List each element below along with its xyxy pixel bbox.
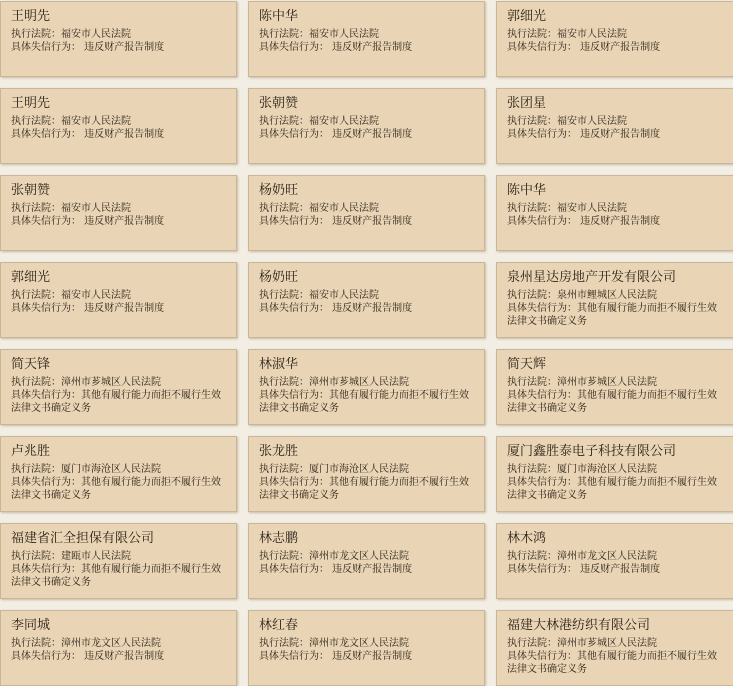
dishonest-record-card[interactable] xyxy=(496,436,733,512)
executing-court-text: 执行法院：厦门市海沧区人民法院 xyxy=(507,464,657,475)
record-name: 林淑华 xyxy=(259,357,299,372)
executing-court-text: 执行法院：福安市人民法院 xyxy=(11,116,131,127)
executing-court-text: 执行法院：漳州市芗城区人民法院 xyxy=(507,377,657,388)
record-name: 林红春 xyxy=(259,618,299,633)
dishonest-behavior-text: 具体失信行为： 违反财产报告制度 xyxy=(259,651,413,662)
record-name: 郭细光 xyxy=(11,270,51,285)
dishonest-behavior-text: 具体失信行为：其他有履行能力而拒不履行生效法律文书确定义务 xyxy=(11,564,221,588)
executing-court-text: 执行法院：漳州市芗城区人民法院 xyxy=(259,377,409,388)
dishonest-record-card[interactable] xyxy=(248,175,485,251)
dishonest-behavior-text: 具体失信行为： 违反财产报告制度 xyxy=(507,42,661,53)
record-name: 林志鹏 xyxy=(259,531,299,546)
executing-court-text: 执行法院：福安市人民法院 xyxy=(259,116,379,127)
dishonest-behavior-text: 具体失信行为：其他有履行能力而拒不履行生效法律文书确定义务 xyxy=(259,477,469,501)
dishonest-behavior-text: 具体失信行为： 违反财产报告制度 xyxy=(259,303,413,314)
dishonest-behavior-text: 具体失信行为：其他有履行能力而拒不履行生效法律文书确定义务 xyxy=(507,651,717,675)
dishonest-behavior-text: 具体失信行为： 违反财产报告制度 xyxy=(259,216,413,227)
dishonest-behavior-text: 具体失信行为：其他有履行能力而拒不履行生效法律文书确定义务 xyxy=(259,390,469,414)
record-name: 林木鸿 xyxy=(507,531,547,546)
dishonest-record-card[interactable] xyxy=(0,523,237,599)
record-name: 卢兆胜 xyxy=(11,444,51,459)
dishonest-behavior-text: 具体失信行为：其他有履行能力而拒不履行生效法律文书确定义务 xyxy=(507,390,717,414)
dishonest-behavior-text: 具体失信行为： 违反财产报告制度 xyxy=(11,216,165,227)
record-name: 张龙胜 xyxy=(259,444,299,459)
executing-court-text: 执行法院：福安市人民法院 xyxy=(11,29,131,40)
dishonest-record-card[interactable] xyxy=(0,610,237,686)
record-name: 李同城 xyxy=(11,618,51,633)
record-name: 张朝赞 xyxy=(11,183,51,198)
dishonest-behavior-text: 具体失信行为：其他有履行能力而拒不履行生效法律文书确定义务 xyxy=(507,477,717,501)
executing-court-text: 执行法院：福安市人民法院 xyxy=(507,29,627,40)
dishonest-record-card[interactable] xyxy=(0,436,237,512)
executing-court-text: 执行法院：福安市人民法院 xyxy=(259,290,379,301)
dishonest-behavior-text: 具体失信行为： 违反财产报告制度 xyxy=(259,564,413,575)
record-name: 陈中华 xyxy=(507,183,547,198)
dishonest-behavior-text: 具体失信行为： 违反财产报告制度 xyxy=(11,303,165,314)
record-name: 杨奶旺 xyxy=(259,270,299,285)
dishonest-record-card[interactable] xyxy=(248,523,485,599)
dishonest-record-card[interactable] xyxy=(0,262,237,338)
executing-court-text: 执行法院：漳州市芗城区人民法院 xyxy=(507,638,657,649)
dishonest-record-card[interactable] xyxy=(248,262,485,338)
record-name: 张团星 xyxy=(507,96,547,111)
dishonest-record-card[interactable] xyxy=(0,1,237,77)
dishonest-behavior-text: 具体失信行为： 违反财产报告制度 xyxy=(11,129,165,140)
record-name: 张朝赞 xyxy=(259,96,299,111)
executing-court-text: 执行法院：漳州市龙文区人民法院 xyxy=(11,638,161,649)
record-name: 泉州星达房地产开发有限公司 xyxy=(507,270,677,285)
dishonest-behavior-text: 具体失信行为：其他有履行能力而拒不履行生效法律文书确定义务 xyxy=(11,477,221,501)
dishonest-record-card[interactable] xyxy=(248,88,485,164)
record-name: 陈中华 xyxy=(259,9,299,24)
executing-court-text: 执行法院：厦门市海沧区人民法院 xyxy=(259,464,409,475)
dishonest-behavior-text: 具体失信行为： 违反财产报告制度 xyxy=(11,651,165,662)
executing-court-text: 执行法院：漳州市龙文区人民法院 xyxy=(259,638,409,649)
dishonest-record-card[interactable] xyxy=(496,1,733,77)
dishonest-behavior-text: 具体失信行为： 违反财产报告制度 xyxy=(259,42,413,53)
dishonest-behavior-text: 具体失信行为：其他有履行能力而拒不履行生效法律文书确定义务 xyxy=(11,390,221,414)
dishonest-record-card[interactable] xyxy=(496,349,733,425)
dishonest-record-card[interactable] xyxy=(0,88,237,164)
record-name: 杨奶旺 xyxy=(259,183,299,198)
executing-court-text: 执行法院：漳州市龙文区人民法院 xyxy=(507,551,657,562)
executing-court-text: 执行法院：福安市人民法院 xyxy=(507,116,627,127)
dishonest-record-card[interactable] xyxy=(248,436,485,512)
dishonest-record-card[interactable] xyxy=(496,523,733,599)
executing-court-text: 执行法院：福安市人民法院 xyxy=(259,203,379,214)
dishonest-behavior-text: 具体失信行为： 违反财产报告制度 xyxy=(507,216,661,227)
executing-court-text: 执行法院：福安市人民法院 xyxy=(507,203,627,214)
executing-court-text: 执行法院：福安市人民法院 xyxy=(11,290,131,301)
dishonest-record-card[interactable] xyxy=(248,610,485,686)
dishonest-record-card[interactable] xyxy=(0,349,237,425)
record-name: 简天锋 xyxy=(11,357,51,372)
dishonest-record-card[interactable] xyxy=(496,262,733,338)
dishonest-record-card[interactable] xyxy=(496,610,733,686)
record-name: 福建省汇全担保有限公司 xyxy=(11,531,155,546)
dishonest-record-card[interactable] xyxy=(248,349,485,425)
dishonest-record-card[interactable] xyxy=(496,88,733,164)
dishonest-behavior-text: 具体失信行为： 违反财产报告制度 xyxy=(507,129,661,140)
record-name: 郭细光 xyxy=(507,9,547,24)
record-name: 福建大林港纺织有限公司 xyxy=(507,618,651,633)
record-name: 王明先 xyxy=(11,96,51,111)
dishonest-behavior-text: 具体失信行为： 违反财产报告制度 xyxy=(259,129,413,140)
executing-court-text: 执行法院：福安市人民法院 xyxy=(259,29,379,40)
record-name: 王明先 xyxy=(11,9,51,24)
dishonest-behavior-text: 具体失信行为：其他有履行能力而拒不履行生效法律文书确定义务 xyxy=(507,303,717,327)
dishonest-behavior-text: 具体失信行为： 违反财产报告制度 xyxy=(11,42,165,53)
dishonest-record-card[interactable] xyxy=(496,175,733,251)
dishonest-record-card[interactable] xyxy=(0,175,237,251)
executing-court-text: 执行法院：漳州市龙文区人民法院 xyxy=(259,551,409,562)
dishonest-record-card[interactable] xyxy=(248,1,485,77)
record-name: 简天辉 xyxy=(507,357,547,372)
executing-court-text: 执行法院：建瓯市人民法院 xyxy=(11,551,131,562)
executing-court-text: 执行法院：泉州市鲤城区人民法院 xyxy=(507,290,657,301)
executing-court-text: 执行法院：福安市人民法院 xyxy=(11,203,131,214)
executing-court-text: 执行法院：漳州市芗城区人民法院 xyxy=(11,377,161,388)
dishonest-behavior-text: 具体失信行为： 违反财产报告制度 xyxy=(507,564,661,575)
executing-court-text: 执行法院：厦门市海沧区人民法院 xyxy=(11,464,161,475)
record-name: 厦门鑫胜泰电子科技有限公司 xyxy=(507,444,677,459)
